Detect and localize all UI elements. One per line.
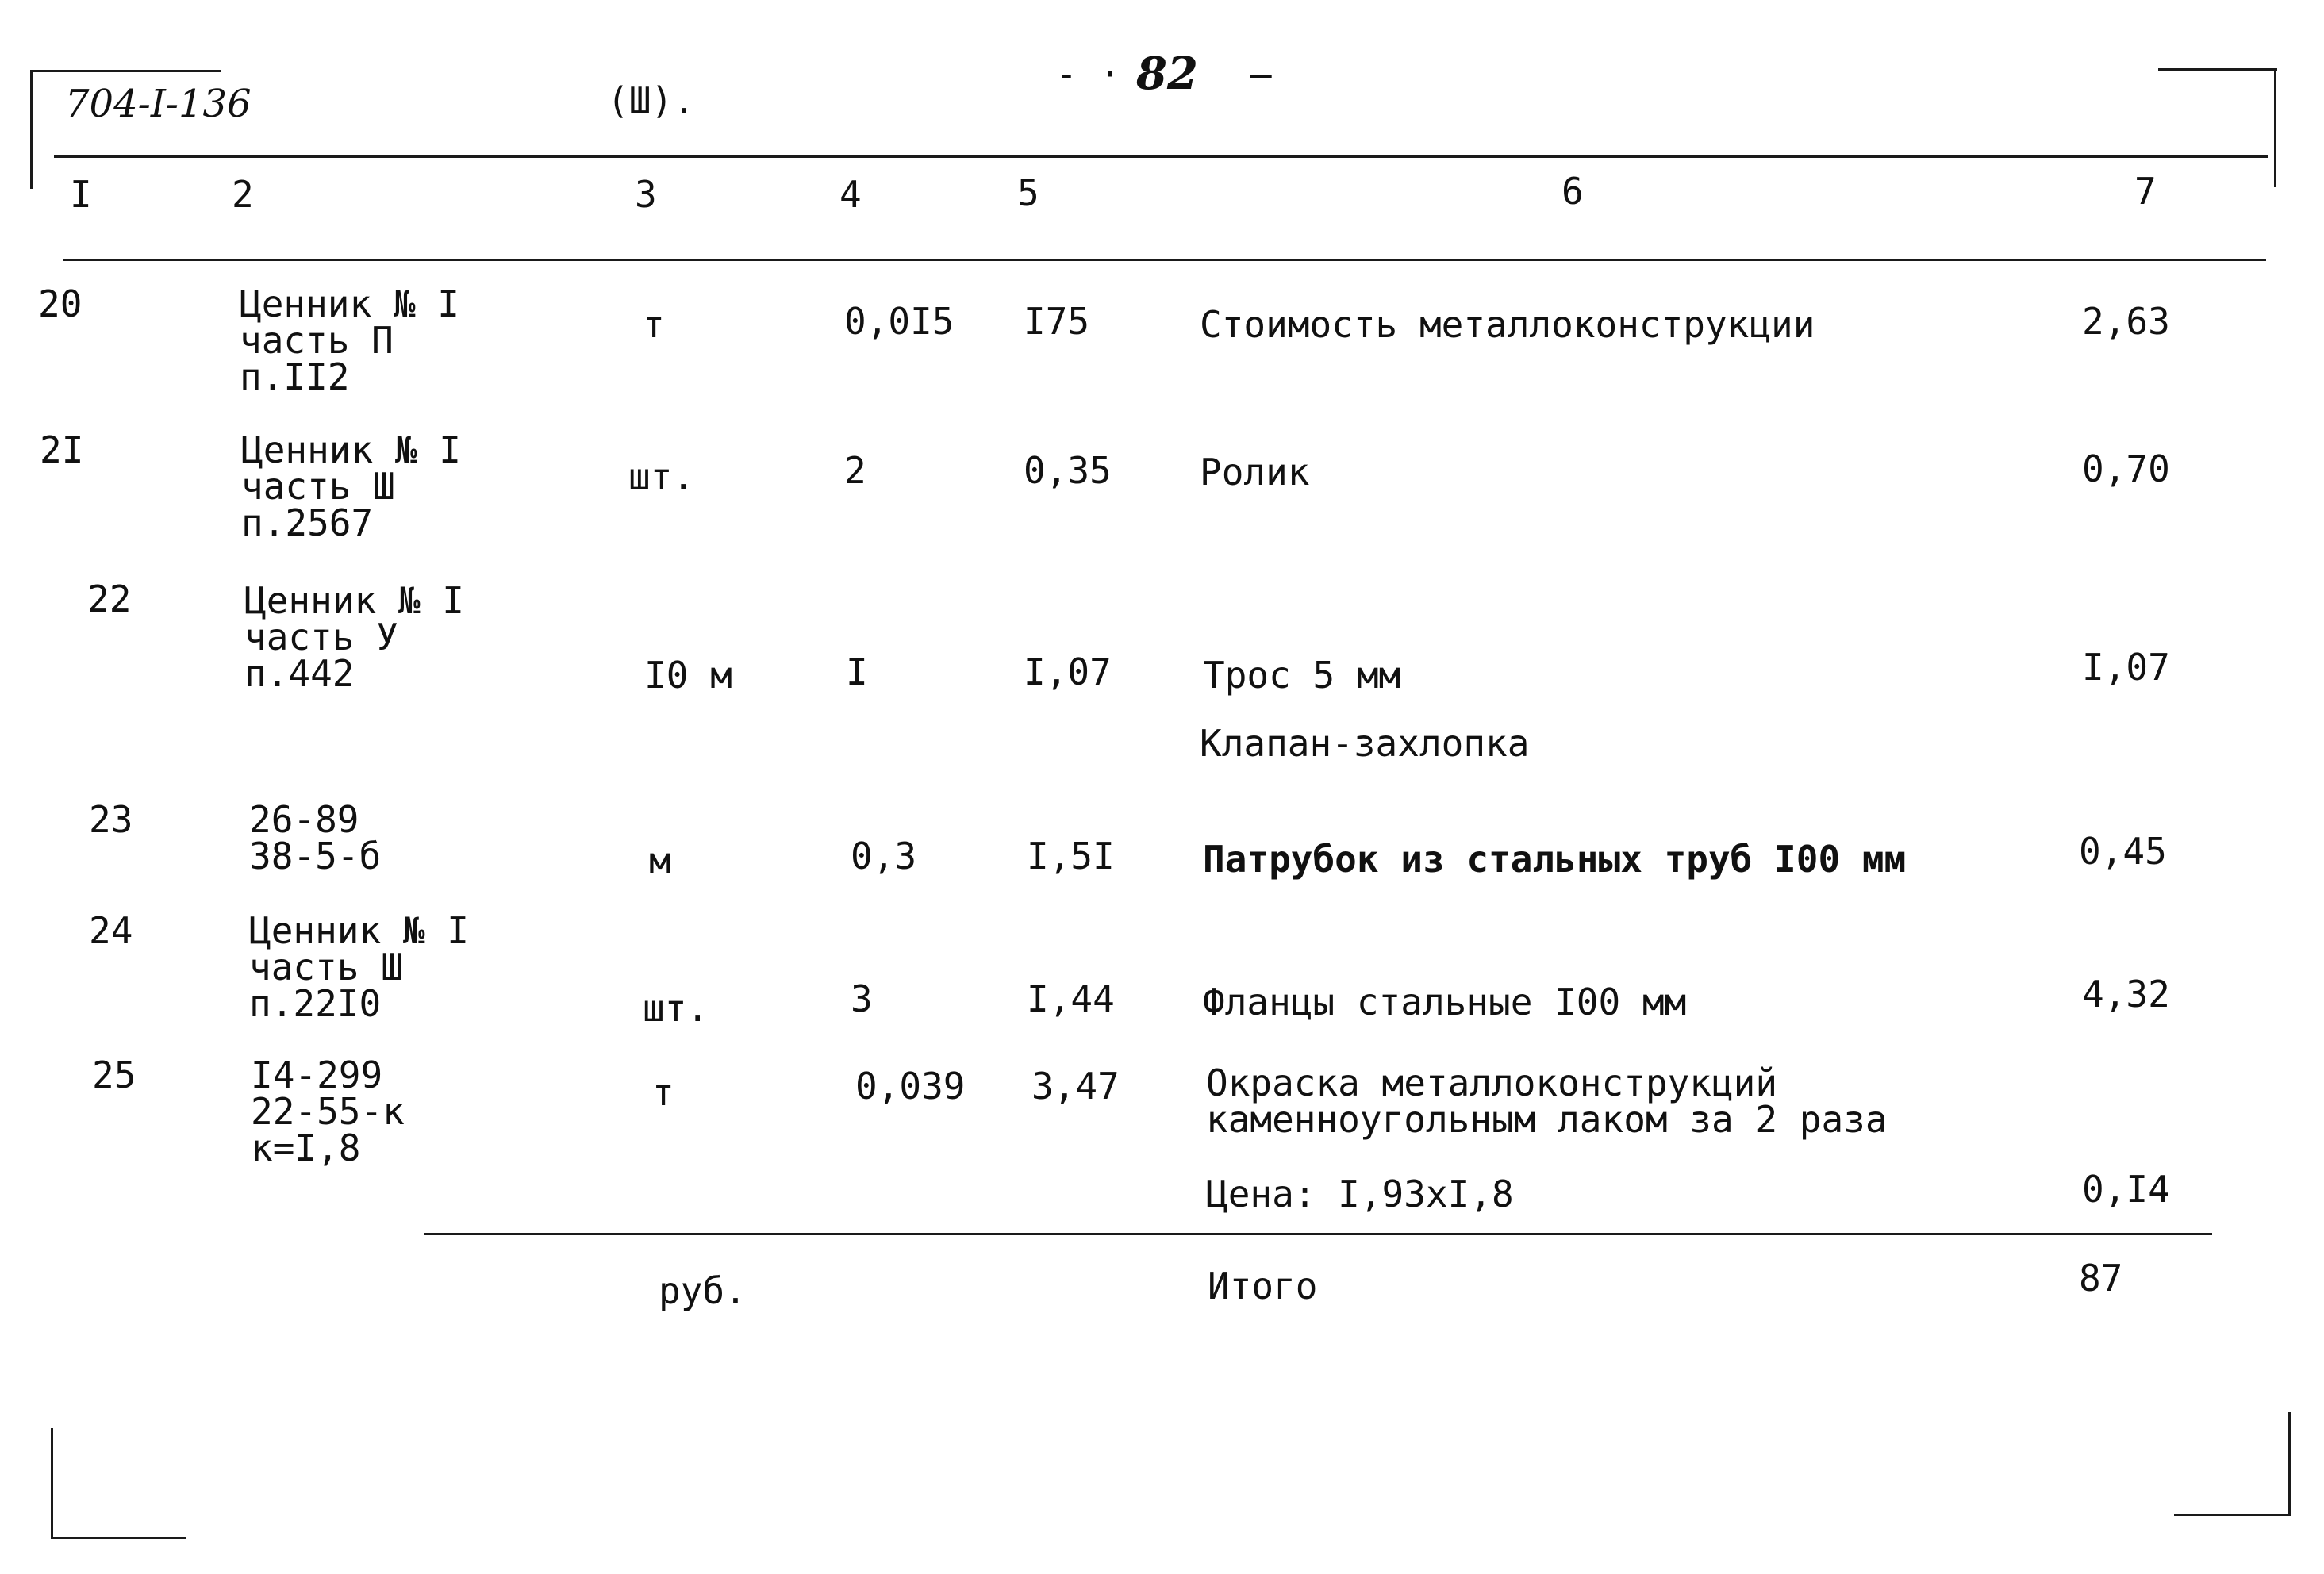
row-unit: шт. (643, 987, 709, 1030)
row-source: Ценник № I часть Ш п.22I0 (249, 909, 469, 1025)
row-total: 4,32 (2082, 973, 2170, 1015)
row-quantity: 0,3 (851, 835, 917, 877)
row-price: I,07 (1024, 651, 1112, 693)
summary-unit: руб. (659, 1269, 747, 1312)
row-total: I,07 (2082, 646, 2170, 689)
row-price: I75 (1024, 300, 1090, 343)
row-source: Ценник № I часть У п.442 (244, 579, 464, 695)
row-number: 25 (92, 1054, 136, 1096)
row-source: Ценник № I часть Ш п.2567 (241, 428, 461, 544)
row-price: 0,35 (1024, 449, 1112, 492)
row-quantity: 0,039 (855, 1065, 966, 1108)
summary-rule (424, 1233, 2212, 1235)
frame-bottom-left-v (51, 1428, 53, 1539)
page-number: 82 (1136, 48, 1198, 100)
frame-top-left-h (30, 70, 221, 72)
row-number: 22 (87, 578, 132, 620)
column-header-3: 3 (635, 173, 657, 216)
header-rule-top (54, 155, 2268, 158)
frame-top-right-h (2158, 68, 2277, 71)
column-header-4: 4 (839, 173, 862, 216)
row-price: I,5I (1027, 835, 1115, 877)
row-source: I4-299 22-55-к к=I,8 (251, 1054, 405, 1169)
row-unit: т (643, 303, 665, 346)
row-number: 24 (89, 909, 133, 952)
header-rule-bottom (63, 259, 2266, 261)
row-description: Патрубок из стальных труб I00 мм (1203, 838, 1907, 881)
row-source: 26-89 38-5-б (249, 798, 382, 877)
row-unit: I0 м (644, 654, 732, 697)
row-description: Стоимость металлоконструкции (1200, 303, 1815, 346)
row-number: 23 (89, 798, 133, 841)
row-total: 0,I4 (2082, 1168, 2170, 1211)
column-header-1: I (70, 173, 92, 216)
column-header-7: 7 (2134, 170, 2157, 213)
row-quantity: I (846, 651, 868, 693)
page-dash-left: - · (1055, 52, 1122, 95)
row-unit: м (649, 839, 671, 882)
frame-top-right-v (2274, 68, 2276, 187)
row-total: 2,63 (2082, 300, 2170, 343)
row-quantity: 0,0I5 (844, 300, 955, 343)
row-source: Ценник № I часть П п.II2 (240, 282, 459, 398)
page-dash-right: – (1250, 52, 1272, 95)
row-description: Окраска металлоконструкций каменноугольным лаком за 2 раза (1206, 1061, 1888, 1141)
summary-total: 87 (2079, 1257, 2123, 1300)
row-quantity: 3 (851, 977, 873, 1020)
frame-top-left-v (30, 70, 33, 189)
row-unit: шт. (628, 455, 695, 498)
row-quantity: 2 (844, 449, 866, 492)
column-header-5: 5 (1017, 171, 1039, 214)
document-code: 704-I-136 (65, 82, 252, 126)
frame-bottom-right-h (2174, 1514, 2291, 1516)
section-mark: (Ш). (607, 79, 695, 122)
column-header-6: 6 (1561, 170, 1584, 213)
row-price-note: Цена: I,93хI,8 (1206, 1173, 1514, 1215)
row-total: 0,70 (2082, 447, 2170, 490)
row-price: 3,47 (1031, 1065, 1120, 1108)
row-subheading: Клапан-захлопка (1200, 722, 1530, 765)
row-number: 2I (40, 428, 84, 471)
row-unit: т (652, 1071, 674, 1114)
row-description: Ролик (1200, 451, 1310, 493)
summary-label: Итого (1208, 1265, 1318, 1307)
row-description: Фланцы стальные I00 мм (1203, 981, 1687, 1023)
column-header-2: 2 (232, 173, 254, 216)
frame-bottom-left-h (51, 1537, 186, 1539)
row-total: 0,45 (2079, 830, 2167, 873)
frame-bottom-right-v (2288, 1412, 2291, 1515)
row-description: Трос 5 мм (1203, 654, 1401, 697)
row-price: I,44 (1027, 977, 1115, 1020)
row-number: 20 (38, 282, 83, 325)
